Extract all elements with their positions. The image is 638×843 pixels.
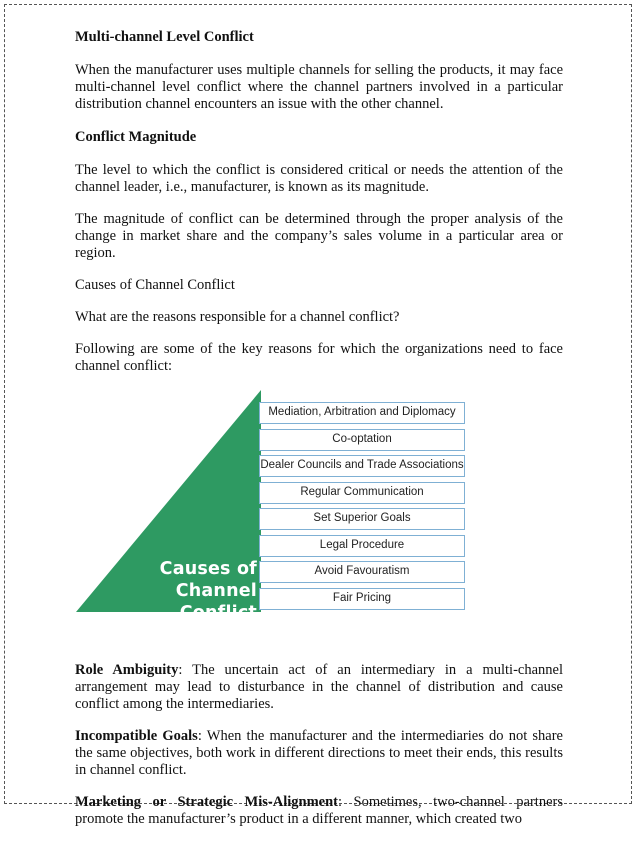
heading-conflict-magnitude: Conflict Magnitude	[75, 129, 197, 145]
paragraph-magnitude-1: The level to which the conflict is considered critical or needs the attention of the channel leader, i.e., manufacturer, is known as its magnitude.	[75, 162, 563, 195]
causes-question: What are the reasons responsible for a channel conflict?	[75, 309, 400, 325]
term-role-ambiguity: Role Ambiguity	[75, 662, 179, 678]
reason-role-ambiguity	[75, 662, 563, 713]
document-body	[75, 28, 563, 843]
diagram-title-line2: Channel Conflict	[175, 581, 257, 623]
cause-box: Avoid Favouratism	[259, 561, 465, 583]
diagram-title-line1: Causes of	[159, 559, 257, 579]
paragraph-multi-channel: When the manufacturer uses multiple channels for selling the products, it may face multi-channel level conflict where the channel partners involved in a particular distribution channel encounters an issue with the other channel.	[75, 62, 563, 112]
reason-incompatible-goals	[75, 728, 563, 779]
causes-pyramid-diagram	[75, 390, 475, 623]
cause-box: Fair Pricing	[259, 588, 465, 610]
diagram-title	[105, 558, 257, 624]
causes-intro: Following are some of the key reasons for which the organizations need to face channel conflict:	[75, 341, 563, 374]
reasons-list	[75, 662, 563, 828]
paragraph-magnitude-2: The magnitude of conflict can be determined through the proper analysis of the change in market share and the company’s sales volume in a particular area or region.	[75, 211, 563, 261]
text-role-ambiguity: : The uncertain act of an intermediary in a multi-channel arrangement may lead to disturbance in the channel of distribution and cause conflict among the intermediaries.	[75, 662, 563, 712]
cause-box: Mediation, Arbitration and Diplomacy	[259, 402, 465, 424]
cause-box: Co-optation	[259, 429, 465, 451]
text-incompatible-goals: : When the manufacturer and the intermediaries do not share the same objectives, both work in different directions to meet their ends, this results in channel conflict.	[75, 728, 563, 778]
heading-multi-channel: Multi-channel Level Conflict	[75, 29, 254, 45]
text-marketing-misalignment: : Sometimes, two-channel partners promote the manufacturer’s product in a different manner, which created two	[75, 794, 563, 827]
cause-box: Regular Communication	[259, 482, 465, 504]
term-incompatible-goals: Incompatible Goals	[75, 728, 198, 744]
term-marketing-misalignment: Marketing or Strategic Mis-Alignment	[75, 794, 338, 810]
cause-box: Dealer Councils and Trade Associations	[259, 455, 465, 477]
reason-marketing-misalignment	[75, 794, 563, 828]
cause-box: Legal Procedure	[259, 535, 465, 557]
cause-box: Set Superior Goals	[259, 508, 465, 530]
heading-causes: Causes of Channel Conflict	[75, 277, 235, 293]
